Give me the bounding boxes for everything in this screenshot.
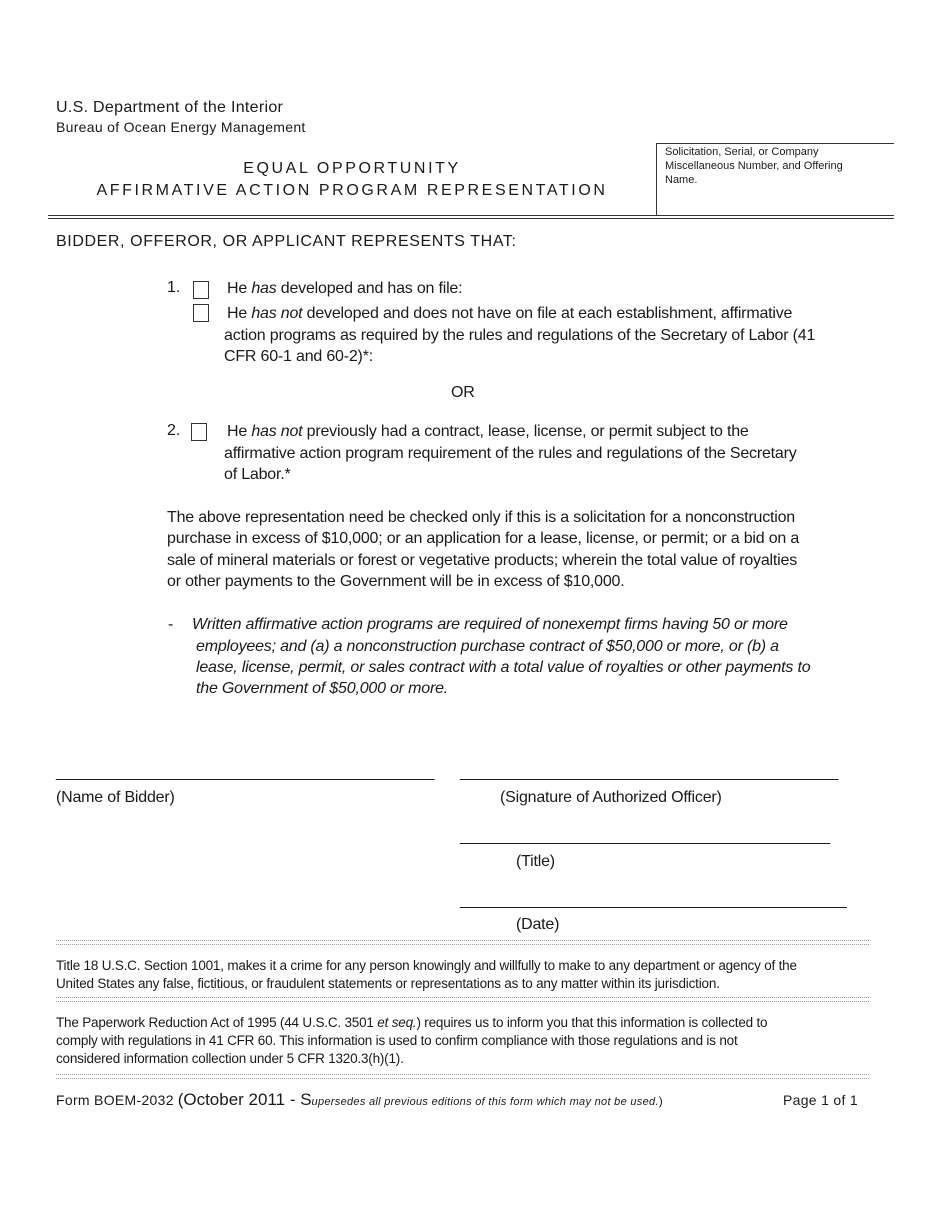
signature-label: (Signature of Authorized Officer) bbox=[500, 789, 722, 806]
item-1b-text bbox=[227, 303, 792, 325]
solicitation-field[interactable] bbox=[657, 190, 893, 214]
item-1b-checkbox[interactable] bbox=[193, 304, 209, 322]
section-divider bbox=[56, 1074, 869, 1079]
bureau-name: Bureau of Ocean Energy Management bbox=[56, 119, 306, 135]
title18-line: United States any false, fictitious, or fraudulent statements or representations as to any matter within its jurisdiction. bbox=[56, 976, 720, 991]
note-line: The above representation need be checked only if this is a solicitation for a nonconstruction bbox=[167, 509, 796, 526]
item-1b-text-before: He bbox=[227, 305, 252, 322]
form-supersedes: upersedes all previous editions of this form which may not be used. bbox=[311, 1096, 659, 1108]
page-number: Page 1 of 1 bbox=[783, 1092, 858, 1108]
date-label: (Date) bbox=[516, 916, 560, 933]
item-2-number: 2. bbox=[167, 422, 181, 439]
signature-line[interactable]: _____________________________________________ bbox=[460, 764, 838, 781]
item-1a-text-emphasis: has bbox=[251, 280, 277, 297]
item-1a-checkbox[interactable] bbox=[193, 281, 209, 299]
or-separator: OR bbox=[451, 384, 475, 401]
item-1a-text bbox=[227, 278, 462, 300]
footnote-line: employees; and (a) a nonconstruction purchase contract of $50,000 or more, or (b) a bbox=[196, 638, 779, 655]
item-2-line-1-emphasis: has not bbox=[251, 423, 303, 440]
paperwork-line-1-emphasis: et seq. bbox=[377, 1015, 417, 1030]
footnote-line: the Government of $50,000 or more. bbox=[196, 680, 449, 697]
item-1a-text-before: He bbox=[227, 280, 252, 297]
note-line: sale of mineral materials or forest or vegetative products; wherein the total value of royalties bbox=[167, 552, 798, 569]
paperwork-line-1-after: ) requires us to inform you that this information is collected to bbox=[416, 1015, 768, 1030]
item-2-line-1-after: previously had a contract, lease, license, or permit subject to the bbox=[302, 423, 749, 440]
paperwork-line: considered information collection under 5 CFR 1320.3(h)(1). bbox=[56, 1051, 404, 1066]
bidder-name-line[interactable]: _____________________________________________ bbox=[56, 764, 434, 781]
item-1-continuation-2: CFR 60-1 and 60-2)*: bbox=[224, 348, 373, 365]
item-1-continuation-1: action programs as required by the rules and regulations of the Secretary of Labor (41 bbox=[224, 327, 816, 344]
bidder-name-label: (Name of Bidder) bbox=[56, 789, 175, 806]
paperwork-line-1 bbox=[56, 1014, 767, 1032]
representation-heading: BIDDER, OFFEROR, OR APPLICANT REPRESENTS THAT: bbox=[56, 233, 517, 250]
department-name: U.S. Department of the Interior bbox=[56, 99, 284, 116]
footnote-line: lease, license, permit, or sales contract with a total value of royalties or other payments to bbox=[196, 659, 811, 676]
solicitation-box-label: Solicitation, Serial, or Company Miscellaneous Number, and Offering Name. bbox=[665, 146, 843, 186]
date-line[interactable]: ______________________________________________ bbox=[460, 892, 847, 909]
section-divider bbox=[56, 997, 869, 1002]
footnote-line: Written affirmative action programs are required of nonexempt firms having 50 or more bbox=[192, 616, 788, 633]
note-line: purchase in excess of $10,000; or an application for a lease, license, or permit; or a bid on a bbox=[167, 530, 800, 547]
paperwork-line: comply with regulations in 41 CFR 60. This information is used to confirm compliance with those regulations and is not bbox=[56, 1033, 738, 1048]
header-divider bbox=[48, 215, 894, 216]
footnote-dash: - bbox=[168, 616, 174, 633]
paperwork-line-1-before: The Paperwork Reduction Act of 1995 (44 U.S.C. 3501 bbox=[56, 1015, 378, 1030]
item-2-line-2: affirmative action program requirement of the rules and regulations of the Secretary bbox=[224, 445, 797, 462]
section-divider bbox=[56, 940, 869, 945]
item-1a-text-after: developed and has on file: bbox=[276, 280, 463, 297]
item-2-line-1 bbox=[227, 421, 749, 443]
item-1b-text-after: developed and does not have on file at each establishment, affirmative bbox=[302, 305, 793, 322]
header-divider-double bbox=[48, 218, 894, 219]
form-footer bbox=[56, 1090, 663, 1110]
item-1b-text-emphasis: has not bbox=[251, 305, 303, 322]
title18-line: Title 18 U.S.C. Section 1001, makes it a crime for any person knowingly and willfully to make to any department or agency of the bbox=[56, 958, 797, 973]
solicitation-box-top-border bbox=[656, 143, 894, 144]
form-edition: (October 2011 - S bbox=[177, 1090, 312, 1109]
form-title-line-2: AFFIRMATIVE ACTION PROGRAM REPRESENTATION bbox=[96, 182, 608, 199]
form-edition-close: ) bbox=[658, 1094, 663, 1108]
item-2-checkbox[interactable] bbox=[191, 423, 207, 441]
note-line: or other payments to the Government will be in excess of $10,000. bbox=[167, 573, 625, 590]
form-title-line-1: EQUAL OPPORTUNITY bbox=[243, 160, 461, 177]
title-label: (Title) bbox=[516, 853, 555, 870]
title-line[interactable]: ____________________________________________ bbox=[460, 828, 830, 845]
form-number: Form BOEM-2032 bbox=[56, 1092, 174, 1108]
item-1-number: 1. bbox=[167, 279, 181, 296]
item-2-line-1-before: He bbox=[227, 423, 252, 440]
item-2-line-3: of Labor.* bbox=[224, 466, 291, 483]
